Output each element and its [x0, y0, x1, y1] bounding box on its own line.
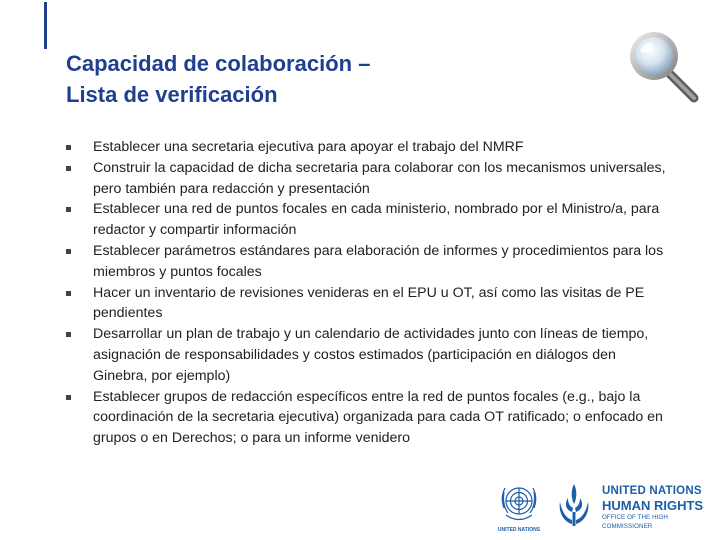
un-emblem-icon	[496, 478, 542, 534]
square-bullet-icon	[66, 207, 71, 212]
footer-logos	[496, 474, 718, 536]
bullet-list	[66, 137, 666, 449]
hr-wordmark-line-2: HUMAN RIGHTS	[602, 498, 704, 513]
square-bullet-icon	[66, 166, 71, 171]
list-item	[66, 387, 666, 449]
slide-title-line-2: Lista de verificación	[66, 82, 278, 107]
slide-title-line-1: Capacidad de colaboración –	[66, 51, 371, 76]
hr-wordmark-line-3: OFFICE OF THE HIGH COMMISSIONER	[602, 514, 668, 530]
slide-title	[66, 48, 546, 110]
square-bullet-icon	[66, 145, 71, 150]
list-item-text: Desarrollar un plan de trabajo y un calendario de actividades junto con líneas de tiempo, asignación de responsabilidades y costos estimados (participación en diálogos den Ginebra, por ejemplo)	[93, 326, 649, 384]
list-item	[66, 137, 666, 158]
human-rights-wordmark	[602, 484, 718, 531]
square-bullet-icon	[66, 291, 71, 296]
list-item	[66, 199, 666, 241]
magnifying-glass-icon	[622, 26, 702, 106]
list-item	[66, 241, 666, 283]
title-accent-bar	[44, 2, 47, 49]
list-item-text: Hacer un inventario de revisiones venideras en el EPU u OT, así como las visitas de PE pendientes	[93, 284, 645, 322]
list-item-text: Construir la capacidad de dicha secretaria para colaborar con los mecanismos universales, pero también para redacción y presentación	[93, 159, 666, 197]
list-item-text: Establecer parámetros estándares para elaboración de informes y procedimientos para los miembros y puntos focales	[93, 242, 664, 280]
list-item	[66, 324, 666, 386]
un-emblem-caption: UNITED NATIONS	[497, 527, 541, 533]
list-item	[66, 283, 666, 325]
list-item-text: Establecer grupos de redacción específicos entre la red de puntos focales (e.g., bajo la coordinación de la secretaria ejecutiva) organizada para cada OT ratificado; o enfocado en grupos o en Derechos; o para un informe venidero	[93, 388, 663, 447]
square-bullet-icon	[66, 249, 71, 254]
human-rights-emblem-icon	[554, 478, 594, 532]
list-item-text: Establecer una red de puntos focales en cada ministerio, nombrado por el Ministro/a, para redactor y compartir información	[93, 201, 660, 239]
square-bullet-icon	[66, 332, 71, 337]
hr-wordmark-line-1: UNITED NATIONS	[602, 485, 702, 497]
square-bullet-icon	[66, 395, 71, 400]
list-item	[66, 158, 666, 200]
list-item-text: Establecer una secretaria ejecutiva para apoyar el trabajo del NMRF	[93, 139, 524, 155]
